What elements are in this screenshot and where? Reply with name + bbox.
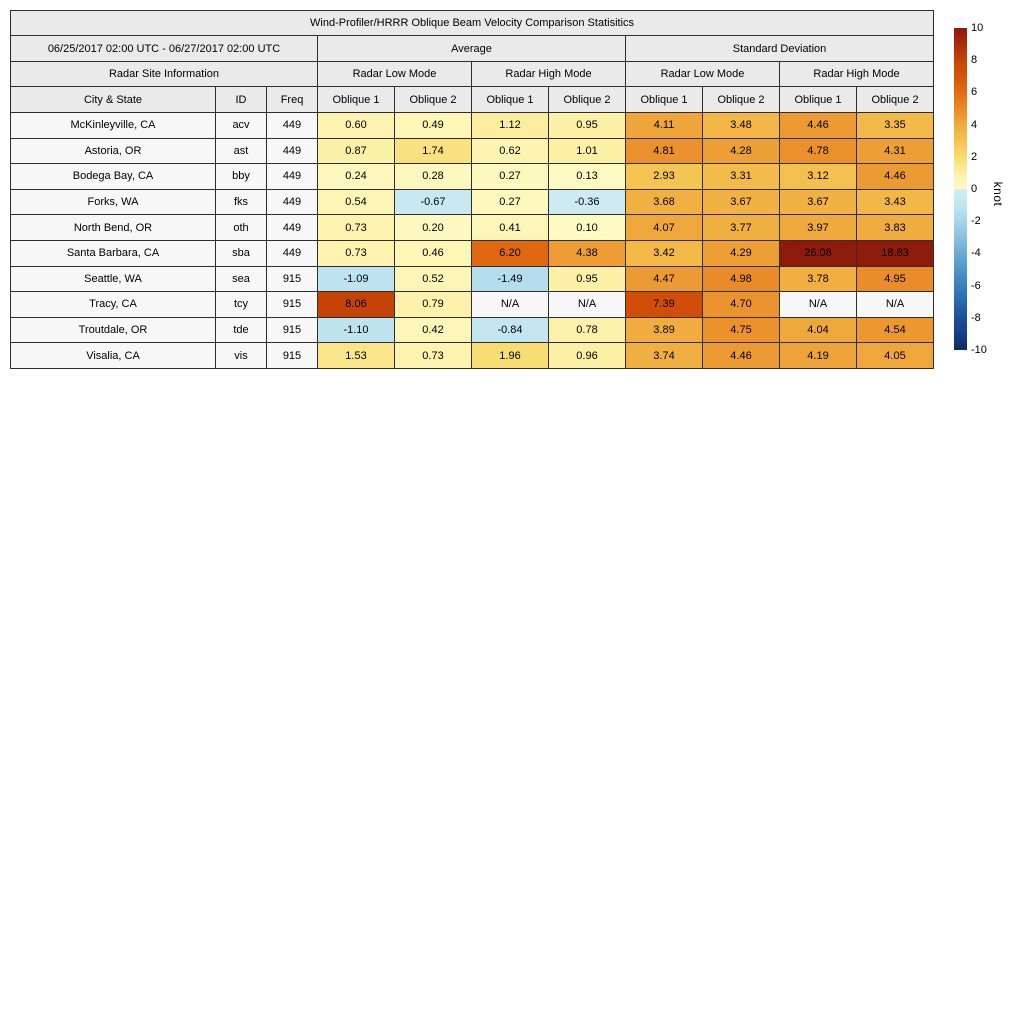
table-row: [11, 215, 934, 241]
column-header: Oblique 2: [549, 87, 626, 113]
table-row: [11, 113, 934, 139]
value-cell: N/A: [472, 292, 549, 318]
value-cell: 3.67: [780, 189, 857, 215]
value-cell: -0.36: [549, 189, 626, 215]
value-cell: 0.41: [472, 215, 549, 241]
value-cell: 7.39: [626, 292, 703, 318]
column-header: Oblique 1: [318, 87, 395, 113]
value-cell: 4.11: [626, 113, 703, 139]
table-row: [11, 343, 934, 369]
value-cell: 4.29: [703, 240, 780, 266]
freq-cell: 915: [267, 317, 318, 343]
value-cell: 4.78: [780, 138, 857, 164]
value-cell: 4.05: [857, 343, 934, 369]
value-cell: 0.52: [395, 266, 472, 292]
colorbar-tick-label: 8: [971, 54, 978, 67]
value-cell: 0.78: [549, 317, 626, 343]
value-cell: 4.98: [703, 266, 780, 292]
colorbar-tick-label: -6: [971, 279, 981, 292]
value-cell: 3.68: [626, 189, 703, 215]
table-body: [11, 113, 934, 369]
site-id-cell: ast: [216, 138, 267, 164]
site-id-cell: acv: [216, 113, 267, 139]
freq-cell: 449: [267, 215, 318, 241]
value-cell: 3.89: [626, 317, 703, 343]
group-header-avg-low-mode: Radar Low Mode: [318, 62, 472, 87]
group-header-std-low-mode: Radar Low Mode: [626, 62, 780, 87]
value-cell: 4.75: [703, 317, 780, 343]
value-cell: 3.67: [703, 189, 780, 215]
group-header-avg-high-mode: Radar High Mode: [472, 62, 626, 87]
column-header-row: [11, 87, 934, 113]
column-header: Oblique 1: [780, 87, 857, 113]
group-header-standard-deviation: Standard Deviation: [626, 36, 934, 62]
value-cell: 0.20: [395, 215, 472, 241]
value-cell: 3.35: [857, 113, 934, 139]
table-row: [11, 164, 934, 190]
value-cell: 8.06: [318, 292, 395, 318]
value-cell: 0.95: [549, 113, 626, 139]
city-cell: McKinleyville, CA: [11, 113, 216, 139]
site-id-cell: vis: [216, 343, 267, 369]
city-cell: Troutdale, OR: [11, 317, 216, 343]
column-header: City & State: [11, 87, 216, 113]
site-id-cell: tcy: [216, 292, 267, 318]
value-cell: 0.27: [472, 164, 549, 190]
value-cell: 3.78: [780, 266, 857, 292]
value-cell: 0.28: [395, 164, 472, 190]
colorbar-unit-label: knot: [991, 181, 1005, 207]
freq-cell: 915: [267, 343, 318, 369]
site-id-cell: sea: [216, 266, 267, 292]
site-id-cell: fks: [216, 189, 267, 215]
value-cell: N/A: [549, 292, 626, 318]
value-cell: N/A: [857, 292, 934, 318]
value-cell: -1.10: [318, 317, 395, 343]
column-header: Freq: [267, 87, 318, 113]
column-header: Oblique 2: [395, 87, 472, 113]
value-cell: 0.79: [395, 292, 472, 318]
value-cell: 3.31: [703, 164, 780, 190]
colorbar-tick-label: 0: [971, 183, 978, 195]
column-header: ID: [216, 87, 267, 113]
value-cell: 1.01: [549, 138, 626, 164]
value-cell: 4.46: [780, 113, 857, 139]
table-row: [11, 138, 934, 164]
value-cell: 3.97: [780, 215, 857, 241]
freq-cell: 449: [267, 189, 318, 215]
column-header: Oblique 2: [703, 87, 780, 113]
group-header-site-info: Radar Site Information: [11, 62, 318, 87]
freq-cell: 449: [267, 138, 318, 164]
value-cell: 0.73: [318, 240, 395, 266]
colorbar-tick-label: 4: [971, 118, 978, 131]
value-cell: 3.42: [626, 240, 703, 266]
site-id-cell: oth: [216, 215, 267, 241]
city-cell: Visalia, CA: [11, 343, 216, 369]
value-cell: 0.73: [318, 215, 395, 241]
value-cell: 0.60: [318, 113, 395, 139]
value-cell: -1.09: [318, 266, 395, 292]
value-cell: 6.20: [472, 240, 549, 266]
value-cell: 4.70: [703, 292, 780, 318]
site-id-cell: sba: [216, 240, 267, 266]
stats-table: [10, 10, 934, 369]
city-cell: Astoria, OR: [11, 138, 216, 164]
value-cell: 4.47: [626, 266, 703, 292]
freq-cell: 449: [267, 113, 318, 139]
site-id-cell: tde: [216, 317, 267, 343]
value-cell: -1.49: [472, 266, 549, 292]
value-cell: 4.81: [626, 138, 703, 164]
freq-cell: 449: [267, 240, 318, 266]
value-cell: 3.77: [703, 215, 780, 241]
city-cell: North Bend, OR: [11, 215, 216, 241]
table-row: [11, 240, 934, 266]
value-cell: 3.48: [703, 113, 780, 139]
value-cell: 4.28: [703, 138, 780, 164]
value-cell: 4.31: [857, 138, 934, 164]
value-cell: 1.74: [395, 138, 472, 164]
value-cell: 26.08: [780, 240, 857, 266]
site-id-cell: bby: [216, 164, 267, 190]
value-cell: 0.49: [395, 113, 472, 139]
column-header: Oblique 2: [857, 87, 934, 113]
value-cell: 4.38: [549, 240, 626, 266]
value-cell: 0.24: [318, 164, 395, 190]
value-cell: 0.27: [472, 189, 549, 215]
colorbar-tick-label: -4: [971, 247, 981, 260]
value-cell: 0.42: [395, 317, 472, 343]
colorbar-tick-label: -8: [971, 311, 981, 324]
value-cell: 4.95: [857, 266, 934, 292]
value-cell: 0.96: [549, 343, 626, 369]
freq-cell: 915: [267, 292, 318, 318]
value-cell: 4.07: [626, 215, 703, 241]
value-cell: 3.74: [626, 343, 703, 369]
colorbar-tick-label: 6: [971, 86, 978, 99]
group-header-std-high-mode: Radar High Mode: [780, 62, 934, 87]
value-cell: 3.83: [857, 215, 934, 241]
value-cell: 0.95: [549, 266, 626, 292]
value-cell: 3.12: [780, 164, 857, 190]
value-cell: -0.67: [395, 189, 472, 215]
group-header-average: Average: [318, 36, 626, 62]
value-cell: 0.73: [395, 343, 472, 369]
value-cell: 3.43: [857, 189, 934, 215]
colorbar-gradient: [954, 28, 967, 350]
colorbar-tick-label: -2: [971, 215, 981, 228]
column-header: Oblique 1: [626, 87, 703, 113]
value-cell: 0.62: [472, 138, 549, 164]
value-cell: 2.93: [626, 164, 703, 190]
value-cell: 1.53: [318, 343, 395, 369]
freq-cell: 915: [267, 266, 318, 292]
city-cell: Bodega Bay, CA: [11, 164, 216, 190]
value-cell: 1.96: [472, 343, 549, 369]
period-cell: 06/25/2017 02:00 UTC - 06/27/2017 02:00 UTC: [11, 36, 318, 62]
value-cell: 1.12: [472, 113, 549, 139]
value-cell: 18.83: [857, 240, 934, 266]
colorbar-tick-label: 10: [971, 22, 984, 34]
value-cell: 0.10: [549, 215, 626, 241]
value-cell: 4.46: [857, 164, 934, 190]
city-cell: Seattle, WA: [11, 266, 216, 292]
table-row: [11, 266, 934, 292]
value-cell: -0.84: [472, 317, 549, 343]
colorbar-tick-label: 2: [971, 150, 978, 163]
value-cell: 4.04: [780, 317, 857, 343]
value-cell: 0.46: [395, 240, 472, 266]
value-cell: 0.87: [318, 138, 395, 164]
value-cell: N/A: [780, 292, 857, 318]
table-row: [11, 189, 934, 215]
table-row: [11, 292, 934, 318]
city-cell: Tracy, CA: [11, 292, 216, 318]
column-header: Oblique 1: [472, 87, 549, 113]
city-cell: Santa Barbara, CA: [11, 240, 216, 266]
value-cell: 4.46: [703, 343, 780, 369]
table-title: Wind-Profiler/HRRR Oblique Beam Velocity Comparison Statisitics: [11, 11, 934, 36]
value-cell: 4.54: [857, 317, 934, 343]
table-row: [11, 317, 934, 343]
freq-cell: 449: [267, 164, 318, 190]
value-cell: 0.54: [318, 189, 395, 215]
value-cell: 4.19: [780, 343, 857, 369]
value-cell: 0.13: [549, 164, 626, 190]
colorbar-tick-label: -10: [971, 344, 987, 356]
city-cell: Forks, WA: [11, 189, 216, 215]
